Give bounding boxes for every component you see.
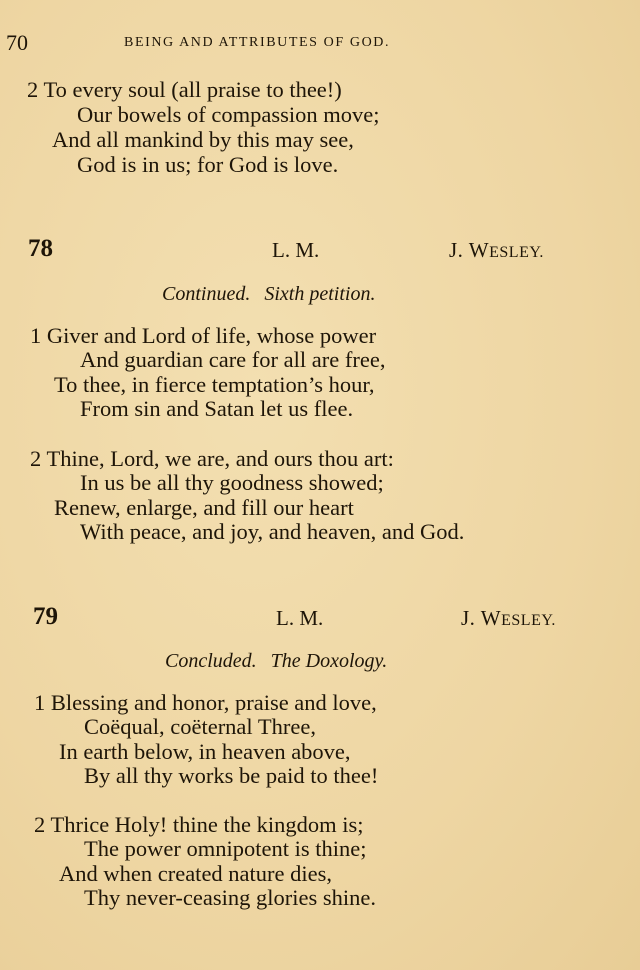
verse-line: Coëqual, coëternal Three, <box>84 714 316 739</box>
author-rest: ESLEY. <box>489 244 544 261</box>
verse-line: 2 Thine, Lord, we are, and ours thou art: <box>30 446 394 471</box>
subtitle-part: Continued. <box>162 283 251 305</box>
verse-line: By all thy works be paid to thee! <box>84 763 379 788</box>
hymn-author <box>461 606 556 631</box>
verse-line: 1 Giver and Lord of life, whose power <box>30 323 377 348</box>
verse-line: 1 Blessing and honor, praise and love, <box>34 690 377 715</box>
verse-line: And guardian care for all are free, <box>80 347 386 372</box>
hymn-meter: L. M. <box>276 606 324 630</box>
hymn-number: 78 <box>28 235 53 262</box>
verse-line: And when created nature dies, <box>59 861 333 886</box>
verse-line: Renew, enlarge, and fill our heart <box>54 495 354 520</box>
verse-line: Our bowels of compassion move; <box>77 102 380 127</box>
verse-line: And all mankind by this may see, <box>52 127 354 152</box>
subtitle-part: The Doxology. <box>270 650 388 672</box>
verse-line: With peace, and joy, and heaven, and God. <box>80 519 465 544</box>
author-initial: J. W <box>449 238 490 262</box>
running-title: BEING AND ATTRIBUTES OF GOD. <box>124 35 391 50</box>
verse-line: Thy never-ceasing glories shine. <box>84 885 376 910</box>
author-initial: J. W <box>461 606 502 630</box>
verse-line: The power omnipotent is thine; <box>84 836 367 861</box>
page-header <box>0 30 640 56</box>
hymn-author <box>449 238 544 263</box>
subtitle-part: Concluded. <box>165 650 257 672</box>
hymn-number: 79 <box>33 603 58 630</box>
verse-line: From sin and Satan let us flee. <box>80 396 354 421</box>
verse-line: To thee, in fierce temptation’s hour, <box>54 372 375 397</box>
page-number: 70 <box>6 30 28 55</box>
verse-line: 2 To every soul (all praise to thee!) <box>27 77 342 102</box>
verse-line: 2 Thrice Holy! thine the kingdom is; <box>34 812 364 837</box>
author-rest: ESLEY. <box>501 612 556 629</box>
hymn-subtitle <box>162 283 375 306</box>
hymn-subtitle <box>165 650 387 673</box>
verse-line: In earth below, in heaven above, <box>59 739 351 764</box>
hymn-meter: L. M. <box>272 238 320 262</box>
verse-line: God is in us; for God is love. <box>77 152 339 177</box>
subtitle-part: Sixth petition. <box>264 283 376 305</box>
verse-line: In us be all thy goodness showed; <box>80 470 384 495</box>
